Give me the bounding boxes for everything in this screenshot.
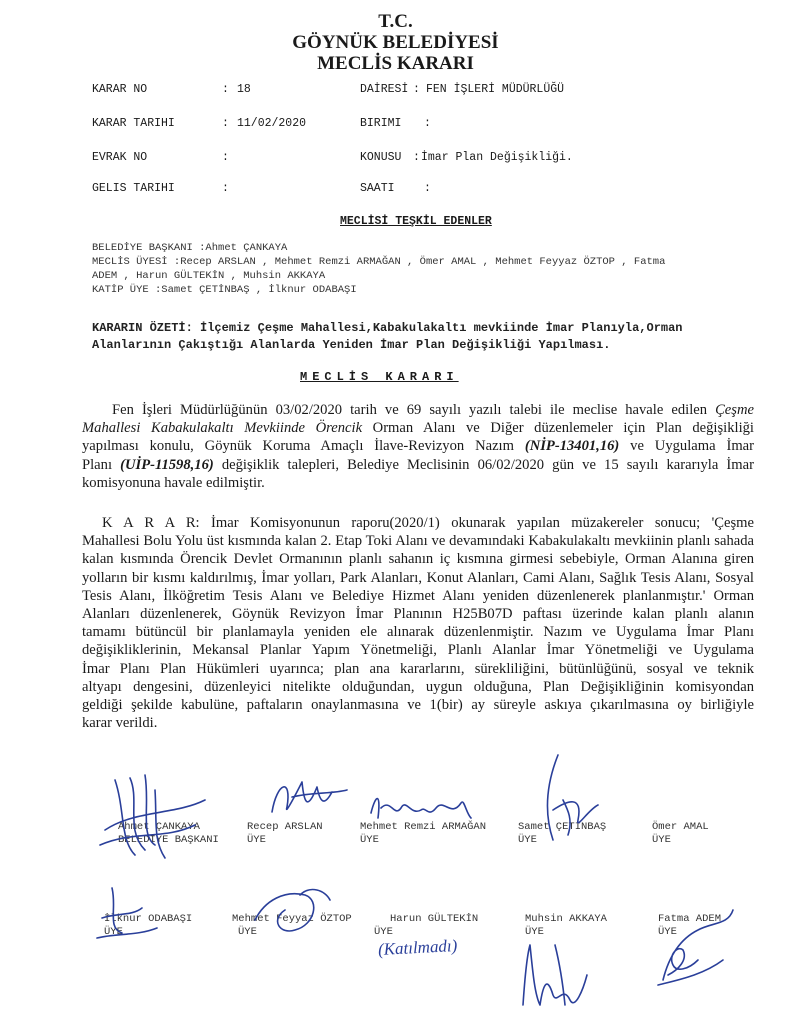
colon: : (424, 182, 431, 195)
signatory-name: Ahmet ÇANKAYA (118, 821, 200, 833)
signatory-name: Recep ARSLAN (247, 821, 323, 833)
karar-no-value: 18 (237, 83, 251, 96)
dairesi-value: FEN İŞLERİ MÜDÜRLÜĞÜ (426, 83, 565, 96)
saati-label: SAATI (360, 182, 395, 195)
signature-mehmet-remzi-armagan (366, 788, 476, 828)
para-line (82, 401, 754, 419)
signature-ilknur-odabasi (92, 878, 162, 948)
text: Fen İşleri Müdürlüğünün 03/02/2020 tarih ve 69 sayılı yazılı talebi ile meclise havale edilen (112, 402, 716, 418)
signatory-name: İlknur ODABAŞI (104, 913, 193, 925)
evrak-no-label: EVRAK NO (92, 151, 148, 164)
karar-heading: MECLİS KARARI (300, 370, 459, 384)
karar-tarihi-label: KARAR TARIHI (92, 117, 175, 130)
colon: : (424, 117, 431, 130)
para-line: karar verildi. (82, 715, 158, 732)
signatory-title: ÜYE (525, 926, 544, 938)
para-line: İmar Planı Plan Hükümleri uyarınca; plan ana kararlarını, sürekliliğini, bütünlüğünü, sosyal ve teknik (82, 660, 754, 677)
signature-fatma-adem (648, 900, 738, 990)
dairesi-label: DAİRESİ (360, 83, 409, 96)
colon: : (413, 83, 420, 96)
signatory-title: ÜYE (104, 926, 123, 938)
teskil-line: ADEM , Harun GÜLTEKİN , Muhsin AKKAYA (92, 270, 326, 282)
paragraph-decision (82, 514, 754, 732)
signature-recep-arslan (262, 772, 352, 822)
signatory-name: Samet ÇETİNBAŞ (518, 821, 607, 833)
para-line (82, 437, 754, 455)
header-doc-title: MECLİS KARARI (317, 53, 474, 74)
para-line: Mahallesi Bolu Yolu üst kısmında kalan 2. Etap Toki Alanı ve devamındaki Kabakulakaltı mevkiinin planlı sahada (82, 533, 754, 550)
text: ve Uygulama İmar (619, 438, 755, 455)
signatory-title: BELEDİYE BAŞKANI (118, 834, 219, 846)
colon: : (413, 151, 420, 164)
para-line: Alanları düzenlenerek, Göynük Revizyon İmar Planının H25B07D paftası üzerinde kalan planlı alanın (82, 606, 754, 623)
signatory-title: ÜYE (658, 926, 677, 938)
italic-text: Mahallesi Kabakulakaltı Mevkiinde Örencik (82, 420, 363, 437)
colon: : (222, 83, 229, 96)
para-line: tamamı bütüncül bir planlamayla yeniden ele alınarak düzenlenmiştir. Nazım ve Uygulama İmar Planı (82, 624, 754, 641)
teskil-title: MECLİSİ TEŞKİL EDENLER (340, 215, 492, 228)
birimi-label: BIRIMI (360, 117, 402, 130)
signatory-title: ÜYE (652, 834, 671, 846)
header-tc: T.C. (378, 11, 413, 32)
para-line: geldiği şekilde kabulüne, paftaların onaylanmasına ve 1(bir) ay süreyle askıya çıkarılmasına oy birliğiyle (82, 697, 754, 714)
signatory-name: Ömer AMAL (652, 821, 709, 833)
ozet-line: KARARIN ÖZETİ: İlçemiz Çeşme Mahallesi,Kabakulakaltı mevkiinde İmar Planıyla,Orman (92, 321, 683, 335)
paragraph-intro (82, 401, 754, 492)
text: Orman Alanı ve Diğer düzenlemeler için Plan değişikliği (362, 420, 754, 437)
para-line: K A R A R: İmar Komisyonunun raporu(2020/1) okunarak yapılan müzakereler sonucu; 'Çeşme (102, 515, 754, 531)
text: değişiklik talepleri, Belediye Meclisinin 06/02/2020 gün ve 15 sayılı kararıyla İmar (213, 456, 754, 473)
para-line (82, 419, 754, 437)
plan-code: (NİP-13401,16) (524, 438, 620, 455)
para-line: değişikliklerinin, Mekansal Planlar Yapım Yönetmeliği, Planlı Alanlar İmar Yönetmeliği ve Uygulama (82, 642, 754, 659)
text: Planı (82, 456, 121, 473)
signatory-name: Fatma ADEM (658, 913, 722, 925)
signature-ahmet-cankaya (95, 770, 215, 860)
plan-code: (UİP-11598,16) (120, 456, 214, 473)
para-line (82, 456, 754, 474)
handwritten-note: (Katılmadı) (377, 935, 458, 960)
konusu-label: KONUSU (360, 151, 402, 164)
karar-no-label: KARAR NO (92, 83, 148, 96)
signatory-title: ÜYE (247, 834, 266, 846)
signatory-title: ÜYE (374, 926, 393, 938)
colon: : (222, 117, 229, 130)
ozet-line: Alanlarının Çakıştığı Alanlarda Yeniden İmar Plan Değişikliği Yapılması. (92, 338, 611, 352)
signatory-name: Mehmet Feyyaz ÖZTOP (232, 913, 352, 925)
teskil-line: KATİP ÜYE :Samet ÇETİNBAŞ , İlknur ODABAŞI (92, 284, 357, 296)
signature-muhsin-akkaya (515, 925, 595, 1015)
signatory-name: Muhsin AKKAYA (525, 913, 607, 925)
colon: : (222, 182, 229, 195)
para-line: komisyonuna havale edilmiştir. (82, 474, 265, 491)
signatory-name: Mehmet Remzi ARMAĞAN (360, 821, 487, 833)
signature-samet-cetinbas (528, 750, 608, 850)
signatory-name: Harun GÜLTEKİN (390, 913, 479, 925)
karar-tarihi-value: 11/02/2020 (237, 117, 307, 130)
para-line: altyapı dengesini, düzenleyici nitelikte olduğundan, uygun olduğuna, Plan Değişikliğinin komisyondan (82, 678, 754, 695)
text: yapılması konulu, Göynük Koruma Amaçlı İlave-Revizyon Nazım (82, 438, 525, 455)
teskil-line: BELEDİYE BAŞKANI :Ahmet ÇANKAYA (92, 242, 288, 254)
signatory-title: ÜYE (360, 834, 379, 846)
para-line: Tesis Alanı, İlköğretim Tesis Alanı ve Belediye Hizmet Alanı yeniden düzenlenerek planlanmıştır.' Orman (82, 587, 754, 604)
gelis-tarihi-label: GELIS TARIHI (92, 182, 175, 195)
konusu-value: İmar Plan Değişikliği. (421, 151, 573, 164)
italic-text: Çeşme (715, 402, 754, 418)
signature-mehmet-feyyaz-oztop (245, 880, 335, 940)
para-line: yolların bir kısmı kaldırılmış, İmar yolları, Park Alanları, Konut Alanları, Cami Alanı, Sağlık Tesis Alanı, Sosyal (82, 569, 754, 586)
colon: : (222, 151, 229, 164)
para-line: kalan kısmında Örencik Devlet Ormanının planlı sahanın iç kısmına girmesi sebebiyle, Orman Alanına giren (82, 551, 754, 568)
teskil-line: MECLİS ÜYESİ :Recep ARSLAN , Mehmet Remzi ARMAĞAN , Ömer AMAL , Mehmet Feyyaz ÖZTOP , Fatma (92, 256, 666, 268)
signatory-title: ÜYE (238, 926, 257, 938)
header-municipality: GÖYNÜK BELEDİYESİ (292, 32, 499, 53)
signatory-title: ÜYE (518, 834, 537, 846)
